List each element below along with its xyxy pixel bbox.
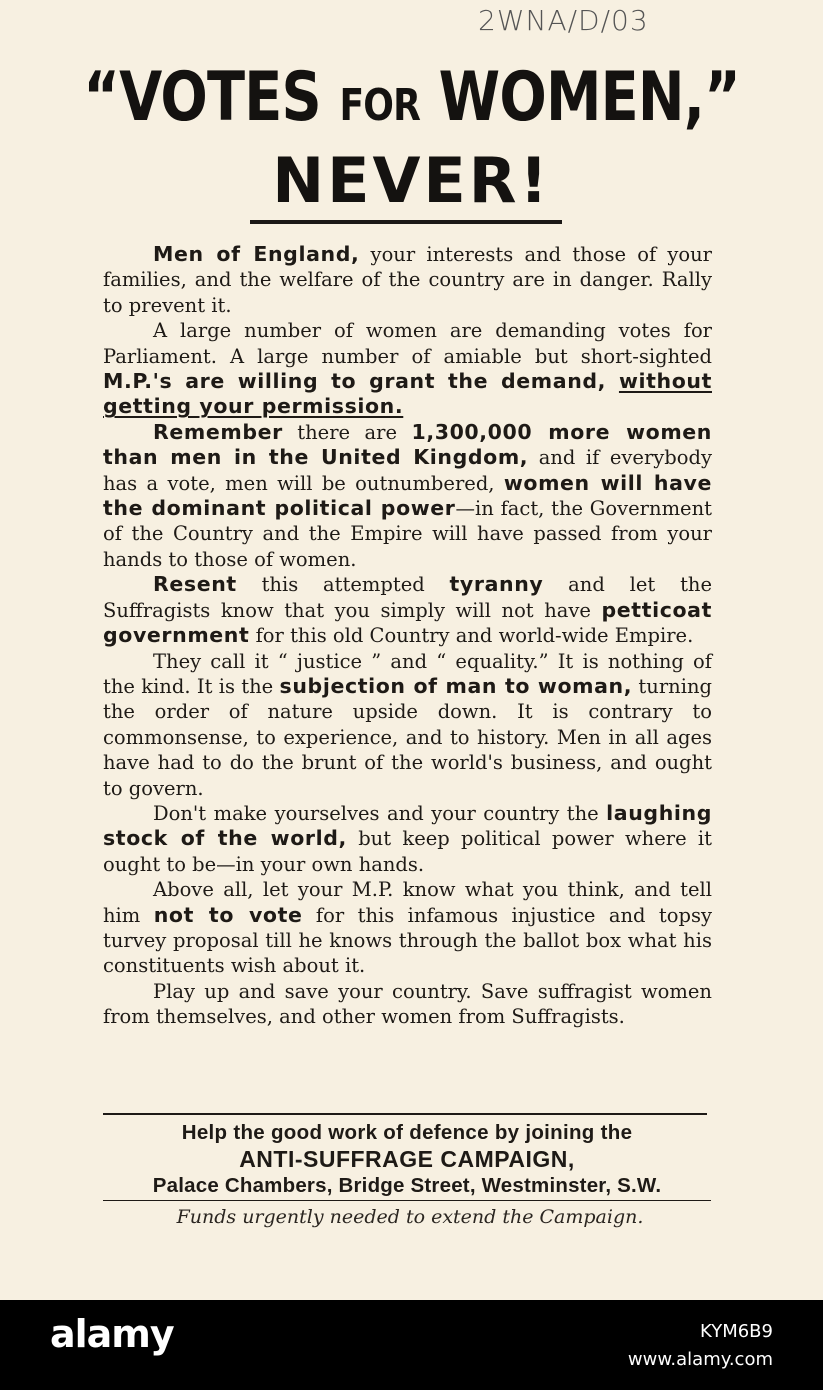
- paragraph-demanding-votes: [103, 318, 712, 420]
- emphasis-petticoat-government: petticoat government: [103, 597, 712, 648]
- paragraph-text: this attempted: [236, 573, 450, 597]
- emphasis-without-permission: without getting your permission.: [103, 369, 712, 419]
- footer-rule-bottom: [103, 1200, 711, 1201]
- emphasis-mps-willing: M.P.'s are willing to grant the demand,: [103, 369, 619, 394]
- emphasis-dominant-power: women will have the dominant political power: [103, 470, 712, 521]
- footer-line-address: Palace Chambers, Bridge Street, Westminster, S.W.: [152, 1174, 662, 1197]
- leaflet-body: [103, 242, 712, 1030]
- footer-line-help: Help the good work of defence by joining the: [181, 1121, 633, 1144]
- emphasis-resent: Resent: [153, 572, 237, 597]
- paragraph-text: Play up and save your country. Save suffragist women from themselves, and other women from Suffragists.: [103, 979, 712, 1029]
- paragraph-play-up: [103, 979, 712, 1030]
- paragraph-resent: [103, 572, 712, 648]
- paragraph-justice: [103, 649, 712, 801]
- emphasis-laughing-stock: laughing stock of the world,: [103, 800, 712, 851]
- title-underline: [250, 220, 562, 224]
- footer-line-campaign: ANTI-SUFFRAGE CAMPAIGN,: [239, 1146, 575, 1172]
- paragraph-text: —in fact, the Government of the Country and the Empire will have passed from your hands to those of women.: [103, 497, 712, 571]
- paragraph-text: Don't make yourselves and your country the: [153, 801, 607, 825]
- emphasis-tyranny: tyranny: [449, 572, 544, 597]
- stock-info: [628, 1318, 773, 1374]
- stock-image-id: KYM6B9: [700, 1321, 773, 1342]
- emphasis-men-of-england: Men of England,: [153, 242, 360, 266]
- paragraph-text: turning the order of nature upside down. It is contrary to commonsense, to experience, and to history. Men in all ages have had to do the brunt of the world's business, and ought to govern.: [103, 674, 712, 800]
- emphasis-not-to-vote: not to vote: [153, 902, 303, 927]
- headline-close-quote: ”: [704, 58, 740, 137]
- stock-site: www.alamy.com: [627, 1349, 773, 1370]
- headline-for: FOR: [339, 80, 421, 131]
- headline-open-quote: “: [83, 58, 120, 137]
- paragraph-text: and if everybody has a vote, men will be outnumbered,: [103, 446, 712, 495]
- paragraph-text: but keep political power where it ought to be—in your own hands.: [103, 827, 712, 876]
- paragraph-text: for this old Country and world-wide Empire.: [249, 624, 694, 648]
- paragraph-text: Above all, let your M.P. know what you think, and tell him: [103, 878, 712, 927]
- paragraph-laughing-stock: [103, 801, 712, 877]
- paragraph-text: for this infamous injustice and topsy turvey proposal till he knows through the ballot box what his constituents wish about it.: [103, 903, 712, 978]
- headline-never: NEVER!: [272, 144, 551, 217]
- emphasis-subjection: subjection of man to woman,: [279, 673, 633, 698]
- paragraph-men-of-england: [103, 242, 712, 318]
- emphasis-more-women: 1,300,000 more women than men in the United Kingdom,: [103, 419, 712, 470]
- paragraph-text: They call it “ justice ” and “ equality.” It is nothing of the kind. It is the: [103, 649, 712, 698]
- archive-reference: 2WNA/D/03: [478, 4, 649, 37]
- footer-campaign: [100, 1120, 714, 1200]
- headline-women: WOMEN,: [420, 58, 705, 137]
- paragraph-text: there are: [282, 420, 412, 444]
- paragraph-text: and let the Suffragists know that you simply will not have: [103, 573, 712, 622]
- paragraph-text: your interests and those of your families, and the welfare of the country are in danger. Rally to prevent it.: [103, 243, 712, 317]
- headline-votes-for-women: [74, 58, 749, 137]
- paragraph-text: A large number of women are demanding votes for Parliament. A large number of amiable but short-sighted: [103, 319, 712, 368]
- paragraph-remember: [103, 420, 712, 572]
- footer-rule-top: [103, 1113, 707, 1115]
- headline-votes: VOTES: [119, 58, 340, 137]
- stock-logo: alamy: [50, 1312, 174, 1356]
- emphasis-remember: Remember: [153, 419, 283, 444]
- paragraph-tell-your-mp: [103, 877, 712, 979]
- footer-funds-note: Funds urgently needed to extend the Campaign.: [176, 1206, 644, 1228]
